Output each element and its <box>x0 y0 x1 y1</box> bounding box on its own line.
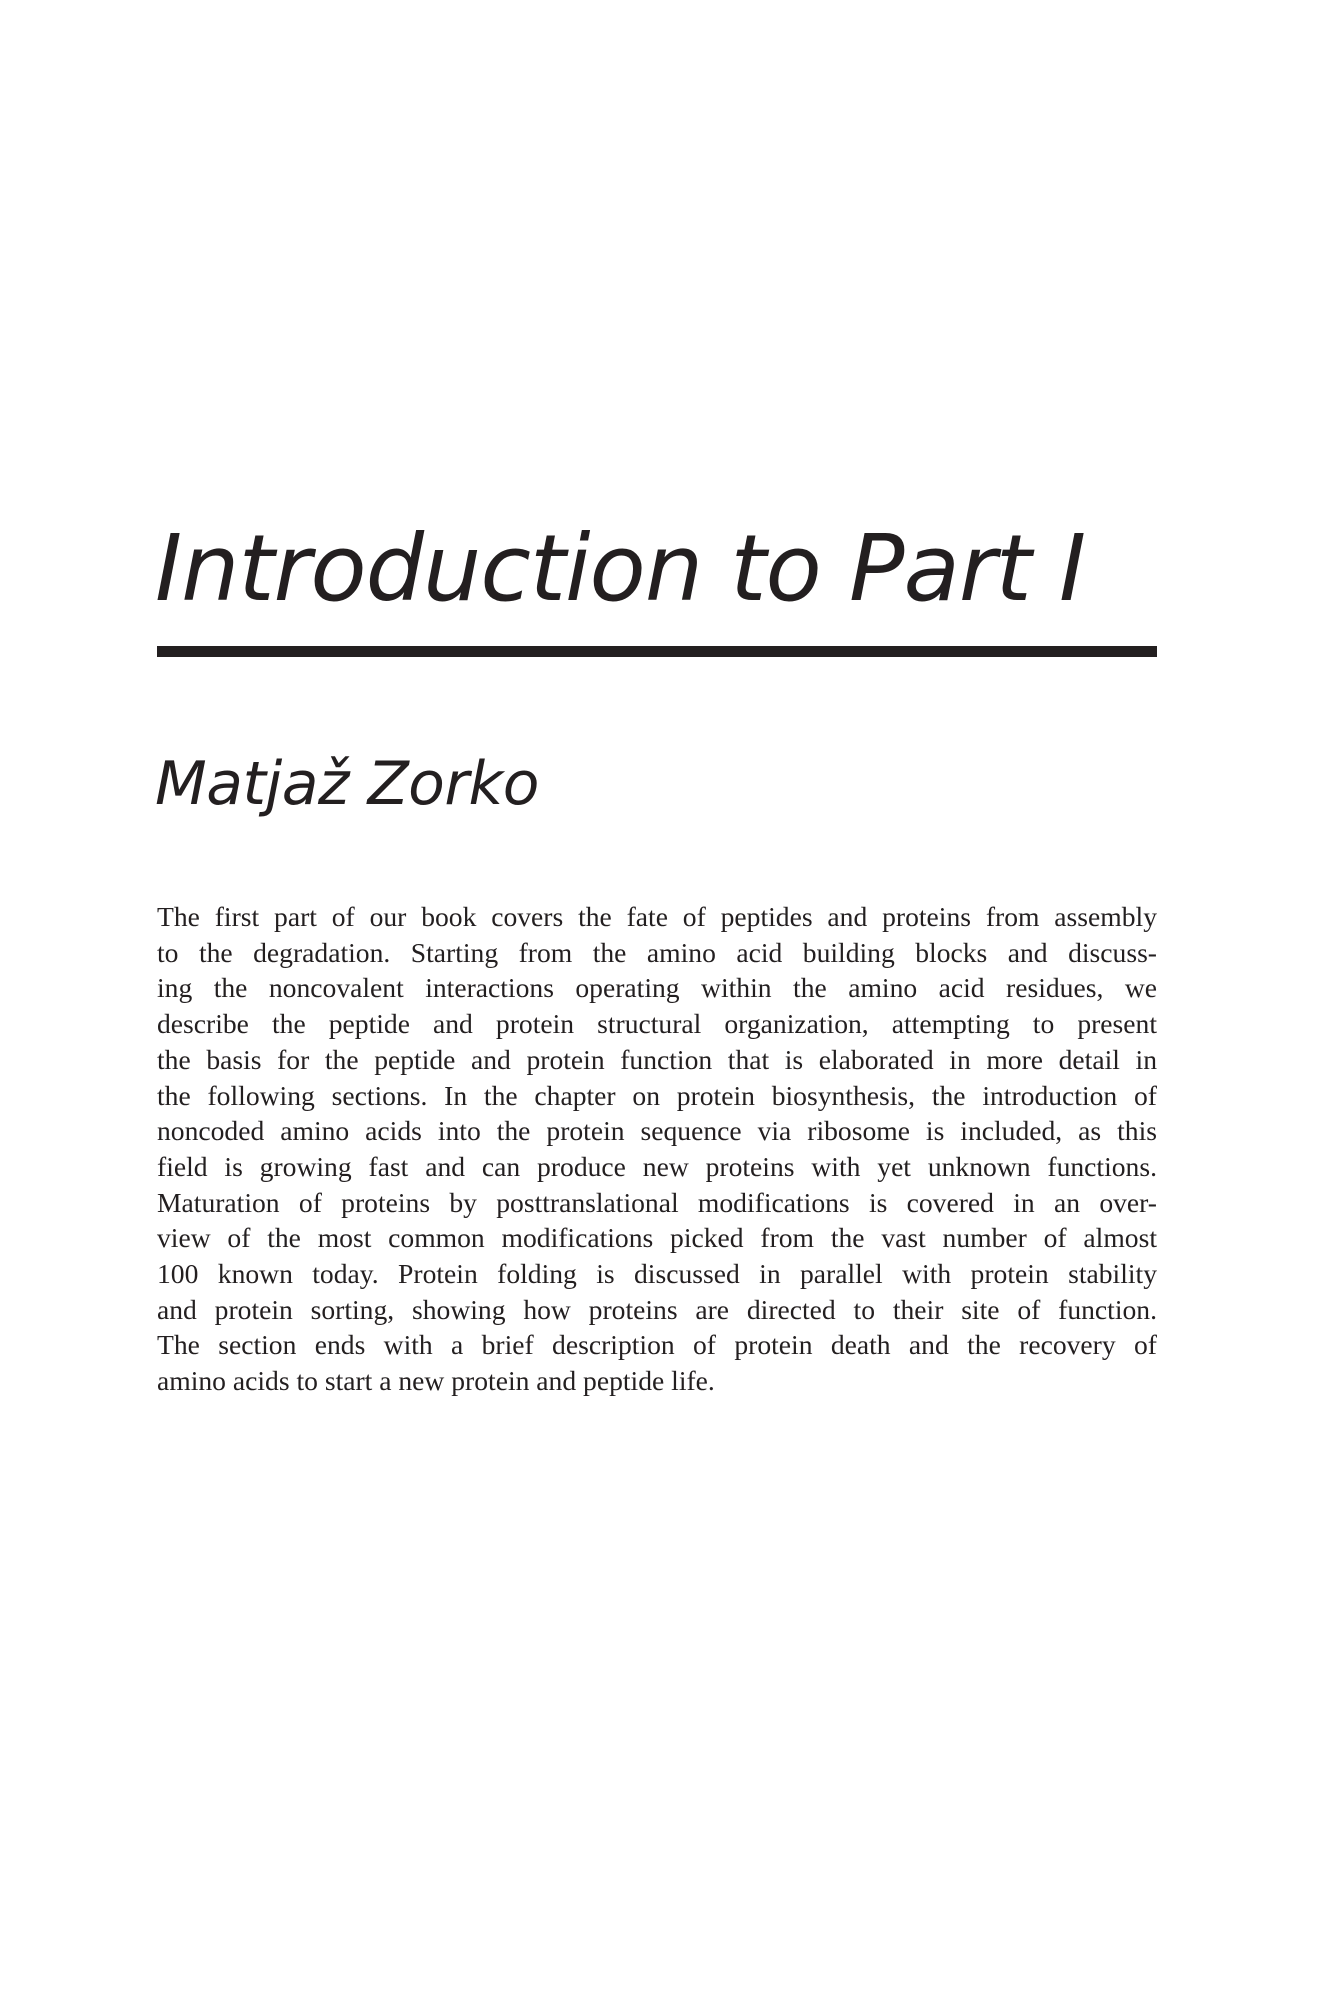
paragraph-line: the basis for the peptide and protein function that is elaborated in more detail in <box>157 1043 1157 1075</box>
paragraph-line: to the degradation. Starting from the amino acid building blocks and discuss- <box>157 936 1157 968</box>
paragraph-line: the following sections. In the chapter on protein biosynthesis, the introduction of <box>157 1079 1157 1111</box>
paragraph-line: view of the most common modifications picked from the vast number of almost <box>157 1222 1157 1254</box>
paragraph-line: The section ends with a brief description of protein death and the recovery of <box>157 1329 1157 1361</box>
paragraph-line: field is growing fast and can produce new proteins with yet unknown functions. <box>157 1150 1157 1182</box>
title-rule <box>157 646 1157 657</box>
paragraph-line: 100 known today. Protein folding is discussed in parallel with protein stability <box>157 1258 1157 1290</box>
paragraph-line: Maturation of proteins by posttranslational modifications is covered in an over- <box>157 1186 1157 1218</box>
paragraph-line: noncoded amino acids into the protein sequence via ribosome is included, as this <box>157 1115 1157 1147</box>
chapter-author: Matjaž Zorko <box>155 749 539 819</box>
paragraph-line: and protein sorting, showing how proteins are directed to their site of function. <box>157 1293 1157 1325</box>
chapter-title: Introduction to Part I <box>155 515 1086 622</box>
paragraph-line: The first part of our book covers the fate of peptides and proteins from assembly <box>157 901 1157 932</box>
paragraph-line: ing the noncovalent interactions operating within the amino acid residues, we <box>157 972 1157 1004</box>
paragraph-line: amino acids to start a new protein and peptide life. <box>157 1365 715 1397</box>
intro-paragraph <box>157 899 1157 1399</box>
paragraph-line: describe the peptide and protein structural organization, attempting to present <box>157 1008 1157 1040</box>
